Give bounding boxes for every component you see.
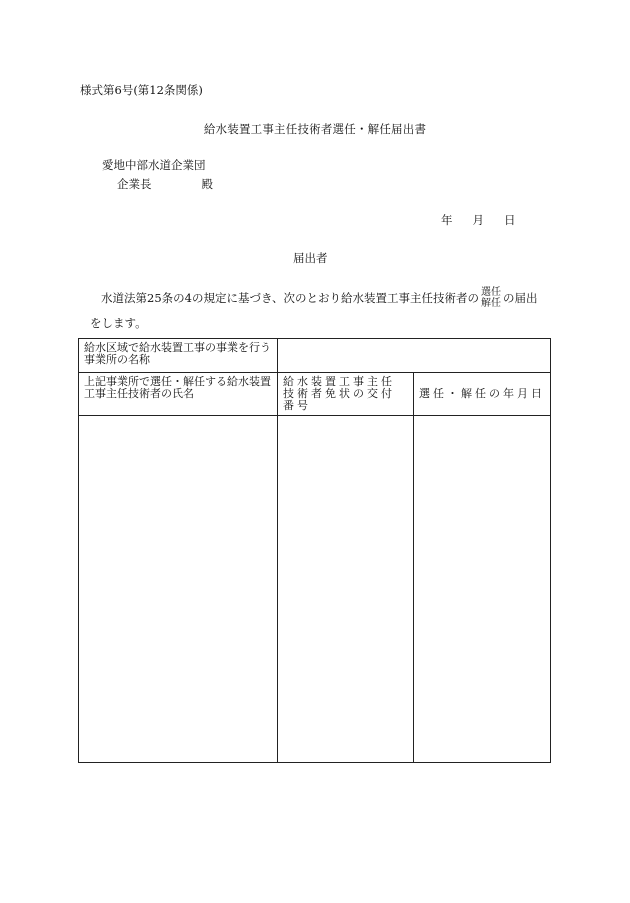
body-text-line1 bbox=[101, 287, 538, 309]
table-row bbox=[79, 416, 551, 763]
office-name-label: 給水区域で給水装置工事の事業を行う事業所の名称 bbox=[79, 339, 278, 373]
office-name-row bbox=[79, 339, 551, 373]
addressee-position: 企業長 bbox=[117, 177, 152, 191]
appoint-dismiss-choice bbox=[481, 287, 501, 309]
body-text-line2: をします。 bbox=[90, 316, 147, 330]
table-header-row bbox=[79, 373, 551, 416]
date-day-label: 日 bbox=[504, 213, 516, 227]
addressee-title-row bbox=[117, 176, 213, 192]
col-header-license: 給水装置工事主任技術者免状の交付番号 bbox=[278, 373, 414, 416]
form-number: 様式第6号(第12条関係) bbox=[80, 83, 203, 97]
office-name-field[interactable] bbox=[278, 339, 551, 373]
date-field[interactable] bbox=[414, 416, 551, 763]
date-row bbox=[441, 212, 516, 228]
body-prefix: 水道法第25条の4の規定に基づき、次のとおり給水装置工事主任技術者の bbox=[101, 291, 479, 305]
name-field[interactable] bbox=[79, 416, 278, 763]
col-header-name: 上記事業所で選任・解任する給水装置工事主任技術者の氏名 bbox=[79, 373, 278, 416]
addressee-organization: 愛地中部水道企業団 bbox=[102, 158, 206, 172]
option-dismiss: 解任 bbox=[481, 298, 501, 309]
addressee-honorific: 殿 bbox=[201, 177, 213, 191]
date-year-label: 年 bbox=[441, 213, 453, 227]
col-header-date: 選任・解任の年月日 bbox=[414, 373, 551, 416]
option-appoint: 選任 bbox=[481, 287, 501, 298]
date-month-label: 月 bbox=[472, 213, 484, 227]
notice-table bbox=[78, 338, 551, 763]
notifier-label: 届出者 bbox=[293, 251, 328, 265]
license-number-field[interactable] bbox=[278, 416, 414, 763]
document-title: 給水装置工事主任技術者選任・解任届出書 bbox=[203, 122, 427, 136]
body-suffix: の届出 bbox=[503, 291, 538, 305]
